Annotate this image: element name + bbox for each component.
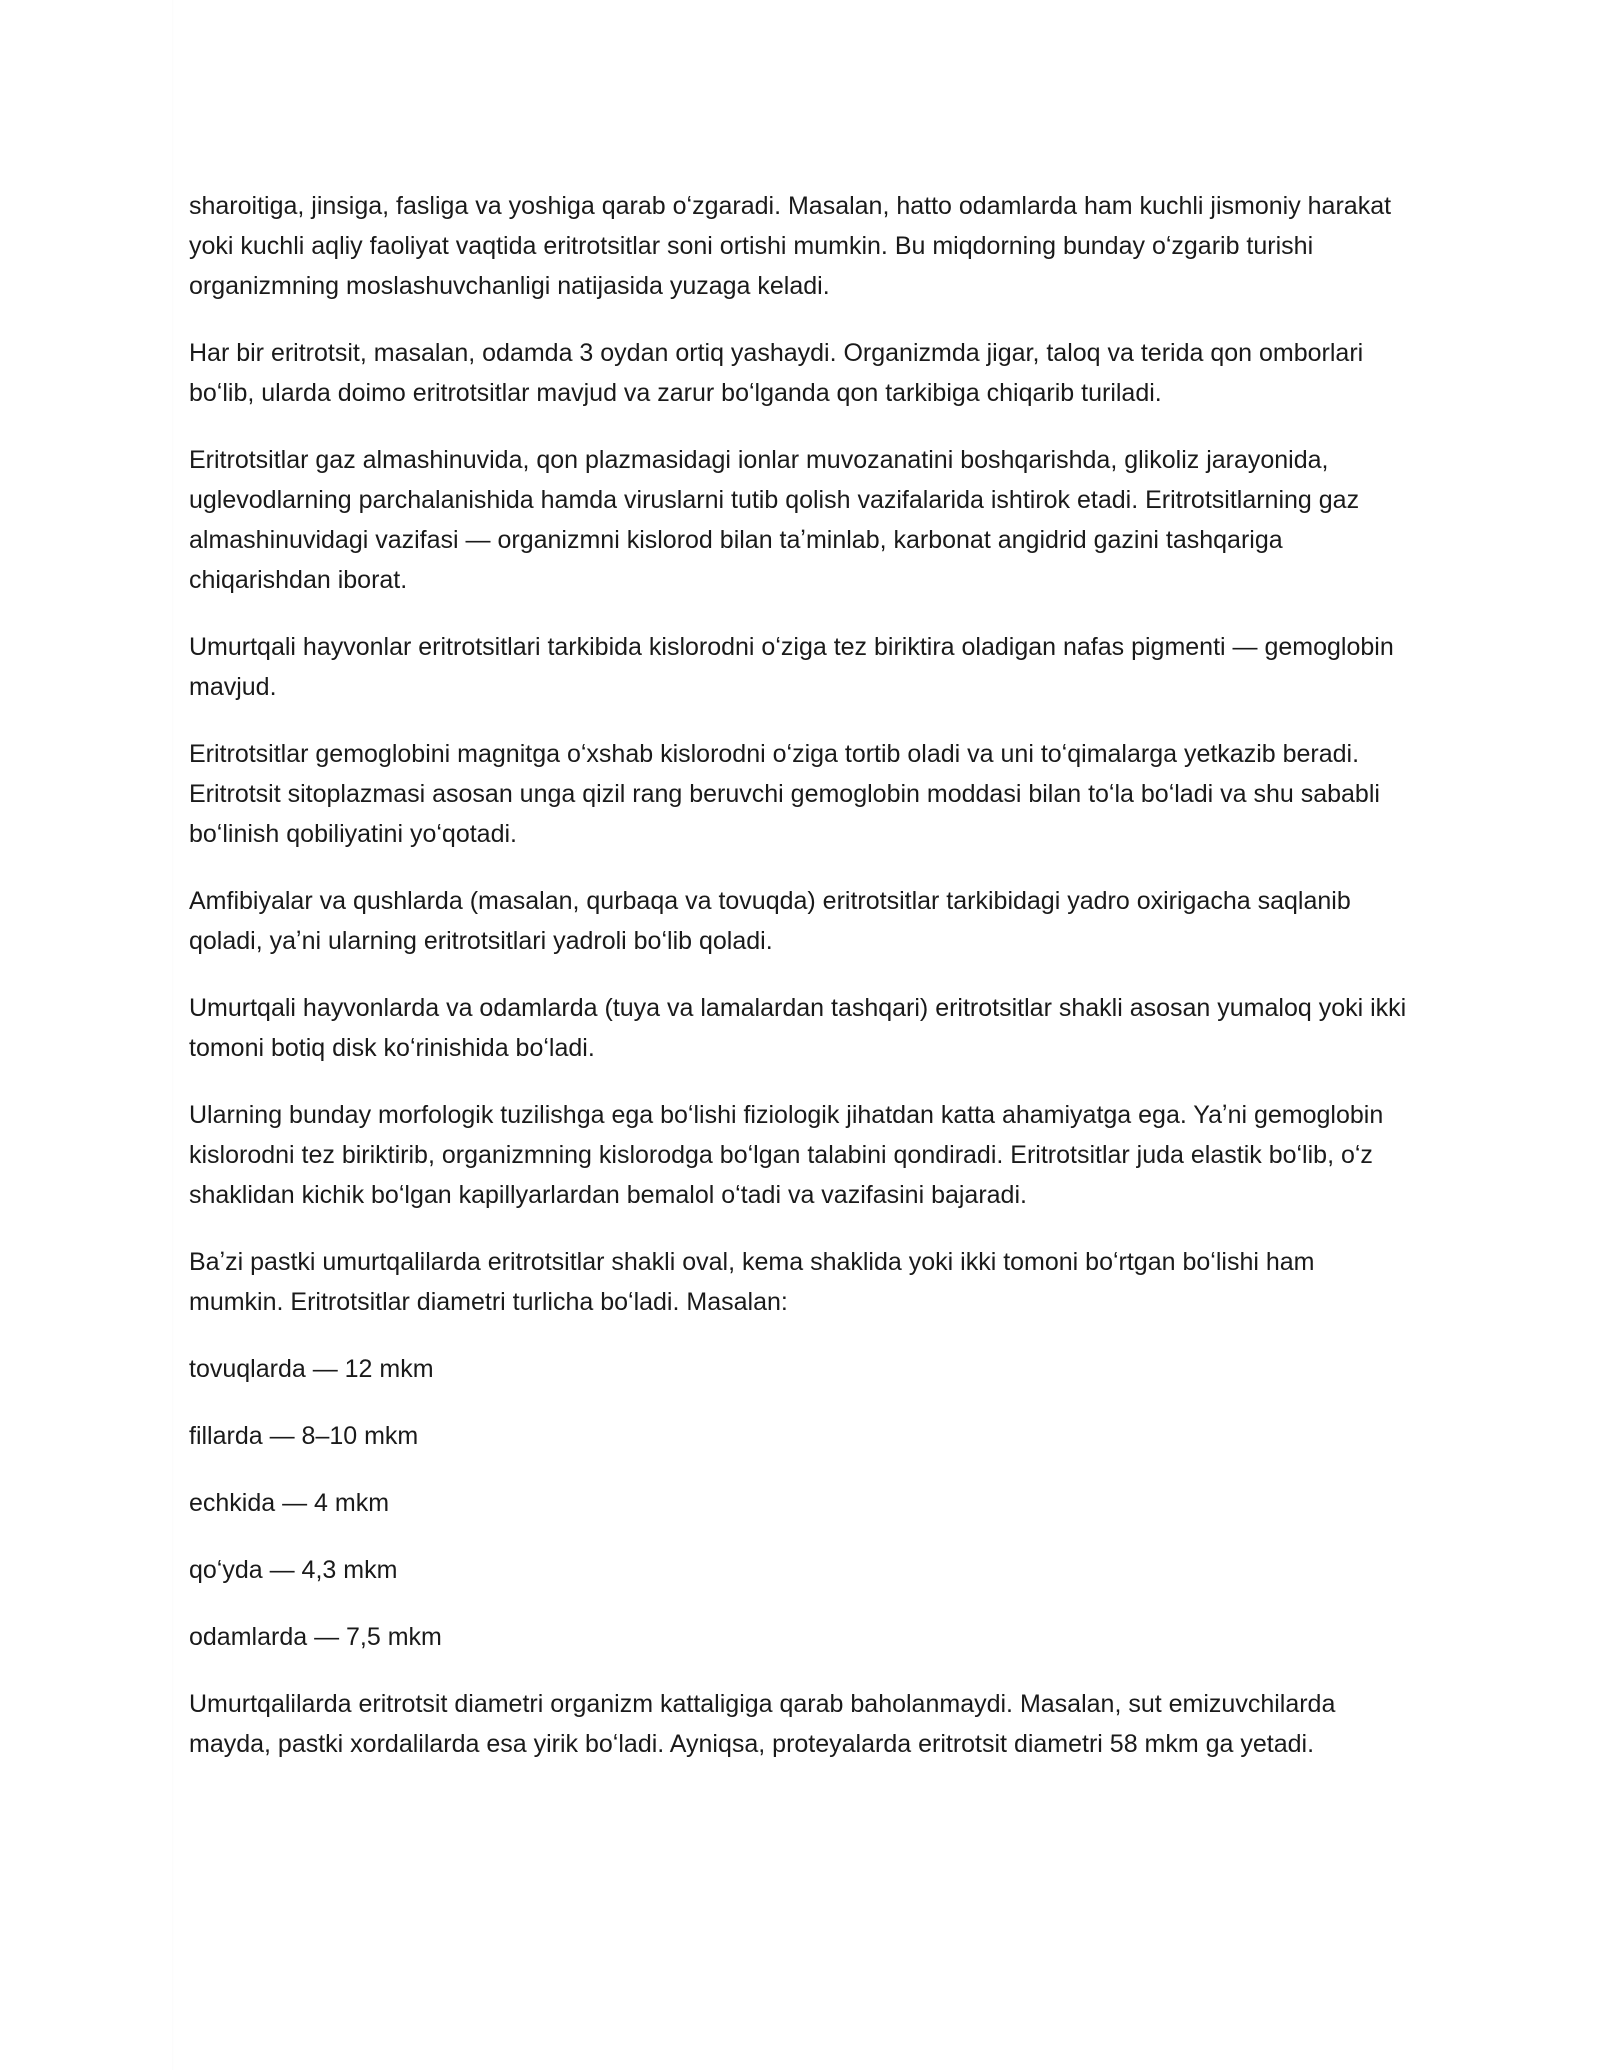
- diameter-list-item: echkida — 4 mkm: [189, 1489, 390, 1517]
- paragraph: Baʼzi pastki umurtqalilarda eritrotsitlar shakli oval, kema shaklida yoki ikki tomoni boʻrtgan boʻlishi ham mumkin. Eritrotsitlar diametri turlicha boʻladi. Masalan:: [189, 1248, 1315, 1316]
- paragraph: Eritrotsitlar gemoglobini magnitga oʻxshab kislorodni oʻziga tortib oladi va uni toʻqimalarga yetkazib beradi. Eritrotsit sitoplazmasi asosan unga qizil rang beruvchi gemoglobin moddasi bilan toʻla boʻladi va shu sababli boʻlinish qobiliyatini yoʻqotadi.: [189, 740, 1380, 848]
- closing-paragraph: Umurtqalilarda eritrotsit diametri organizm kattaligiga qarab baholanmaydi. Masalan, sut emizuvchilarda mayda, pastki xordalilarda esa yirik boʻladi. Ayniqsa, proteyalarda eritrotsit diametri 58 mkm ga yetadi.: [189, 1690, 1336, 1758]
- diameter-list-item: qoʻyda — 4,3 mkm: [189, 1556, 398, 1584]
- diameter-list-item: odamlarda — 7,5 mkm: [189, 1623, 442, 1651]
- paragraph: Umurtqali hayvonlarda va odamlarda (tuya va lamalardan tashqari) eritrotsitlar shakli asosan yumaloq yoki ikki tomoni botiq disk koʻrinishida boʻladi.: [189, 994, 1407, 1062]
- diameter-list-item: tovuqlarda — 12 mkm: [189, 1355, 434, 1383]
- paragraph: Ularning bunday morfologik tuzilishga ega boʻlishi fiziologik jihatdan katta ahamiyatga ega. Yaʼni gemoglobin kislorodni tez biriktirib, organizmning kislorodga boʻlgan talabini qondiradi. Eritrotsitlar juda elastik boʻlib, oʻz shaklidan kichik boʻlgan kapillyarlardan bemalol oʻtadi va vazifasini bajaradi.: [189, 1101, 1384, 1209]
- paragraph: Har bir eritrotsit, masalan, odamda 3 oydan ortiq yashaydi. Organizmda jigar, taloq va terida qon omborlari boʻlib, ularda doimo eritrotsitlar mavjud va zarur boʻlganda qon tarkibiga chiqarib turiladi.: [189, 339, 1364, 407]
- paragraph: Umurtqali hayvonlar eritrotsitlari tarkibida kislorodni oʻziga tez biriktira oladigan nafas pigmenti — gemoglobin mavjud.: [189, 633, 1394, 701]
- paragraph: sharoitiga, jinsiga, fasliga va yoshiga qarab oʻzgaradi. Masalan, hatto odamlarda ham kuchli jismoniy harakat yoki kuchli aqliy faoliyat vaqtida eritrotsitlar soni ortishi mumkin. Bu miqdorning bunday oʻzgarib turishi organizmning moslashuvchanligi natijasida yuzaga keladi.: [189, 192, 1392, 300]
- paragraph: Eritrotsitlar gaz almashinuvida, qon plazmasidagi ionlar muvozanatini boshqarishda, glikoliz jarayonida, uglevodlarning parchalanishida hamda viruslarni tutib qolish vazifalarida ishtirok etadi. Eritrotsitlarning gaz almashinuvidagi vazifasi — organizmni kislorod bilan taʼminlab, karbonat angidrid gazini tashqariga chiqarishdan iborat.: [189, 446, 1360, 594]
- document-body: [189, 186, 1414, 1791]
- diameter-list-item: fillarda — 8–10 mkm: [189, 1422, 419, 1450]
- page-margin-shade: [172, 0, 174, 2070]
- paragraph: Amfibiyalar va qushlarda (masalan, qurbaqa va tovuqda) eritrotsitlar tarkibidagi yadro oxirigacha saqlanib qoladi, yaʼni ularning eritrotsitlari yadroli boʻlib qoladi.: [189, 887, 1351, 955]
